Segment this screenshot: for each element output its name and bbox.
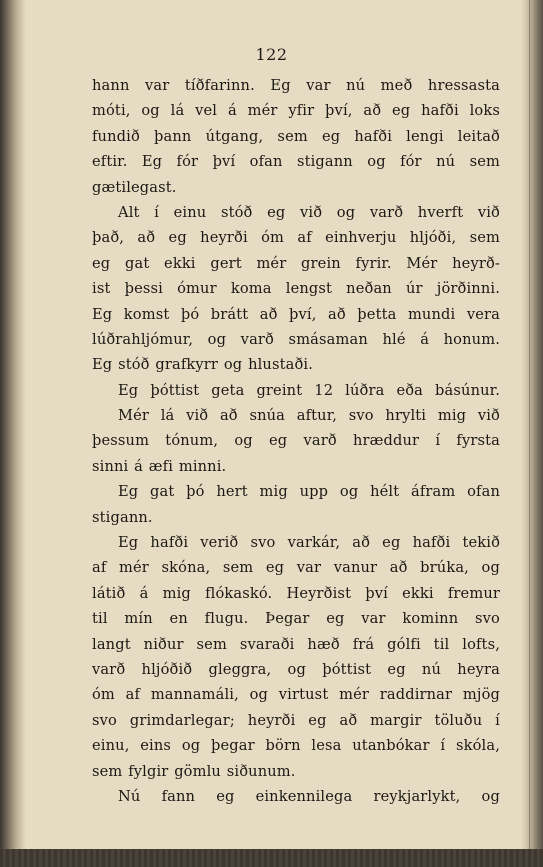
scan-border (0, 849, 543, 867)
text-line: sem fylgir gömlu siðunum. (92, 762, 296, 780)
text-line: Eg komst þó brátt að því, að þetta mundi vera (92, 305, 500, 323)
text-line: eftir. Eg fór því ofan stigann og fór nú sem (92, 153, 500, 171)
text-line: einu, eins og þegar börn lesa utanbókar í skóla, (92, 737, 500, 755)
text-line: eg gat ekki gert mér grein fyrir. Mér heyrð- (92, 254, 500, 272)
text-line: lúðrahljómur, og varð smásaman hlé á honum. (92, 330, 500, 348)
text-line: látið á mig flókaskó. Heyrðist því ekki fremur (92, 584, 500, 602)
text-line: það, að eg heyrði óm af einhverju hljóði, sem (92, 229, 500, 247)
text-line: svo grimdarlegar; heyrði eg að margir töluðu í (92, 711, 500, 729)
text-line: varð hljóðið gleggra, og þóttist eg nú heyra (92, 660, 500, 678)
text-line: Nú fann eg einkennilega reykjarlykt, og (118, 787, 500, 805)
text-line: móti, og lá vel á mér yfir því, að eg hafði loks (92, 102, 500, 120)
text-line: hann var tíðfarinn. Eg var nú með hressasta (92, 77, 500, 94)
text-line: stigann. (92, 508, 153, 526)
page-edge (521, 0, 543, 867)
text-line: sinni á æfi minni. (92, 457, 227, 475)
text-line: fundið þann útgang, sem eg hafði lengi leitað (92, 127, 500, 145)
text-line: af mér skóna, sem eg var vanur að brúka, og (92, 559, 500, 577)
text-line: ist þessi ómur koma lengst neðan úr jörðinni. (92, 280, 500, 298)
body-text (92, 73, 500, 809)
text-line: langt niður sem svaraði hæð frá gólfi til lofts, (92, 635, 500, 653)
text-line: Eg þóttist geta greint 12 lúðra eða básúnur. (118, 381, 500, 399)
text-line: Eg stóð grafkyrr og hlustaði. (92, 356, 314, 374)
text-line: Eg gat þó hert mig upp og hélt áfram ofan (118, 483, 500, 501)
binding-shadow (0, 0, 26, 867)
text-line: Eg hafði verið svo varkár, að eg hafði tekið (118, 534, 500, 552)
text-line: Mér lá við að snúa aftur, svo hrylti mig við (118, 407, 500, 425)
text-line: þessum tónum, og eg varð hræddur í fyrsta (92, 432, 500, 450)
text-line: óm af mannamáli, og virtust mér raddirnar mjög (92, 686, 500, 704)
page-number: 122 (255, 45, 288, 64)
text-line: gætilegast. (92, 178, 177, 196)
text-line: til mín en flugu. Þegar eg var kominn svo (92, 610, 500, 628)
text-line: Alt í einu stóð eg við og varð hverft við (118, 203, 500, 221)
